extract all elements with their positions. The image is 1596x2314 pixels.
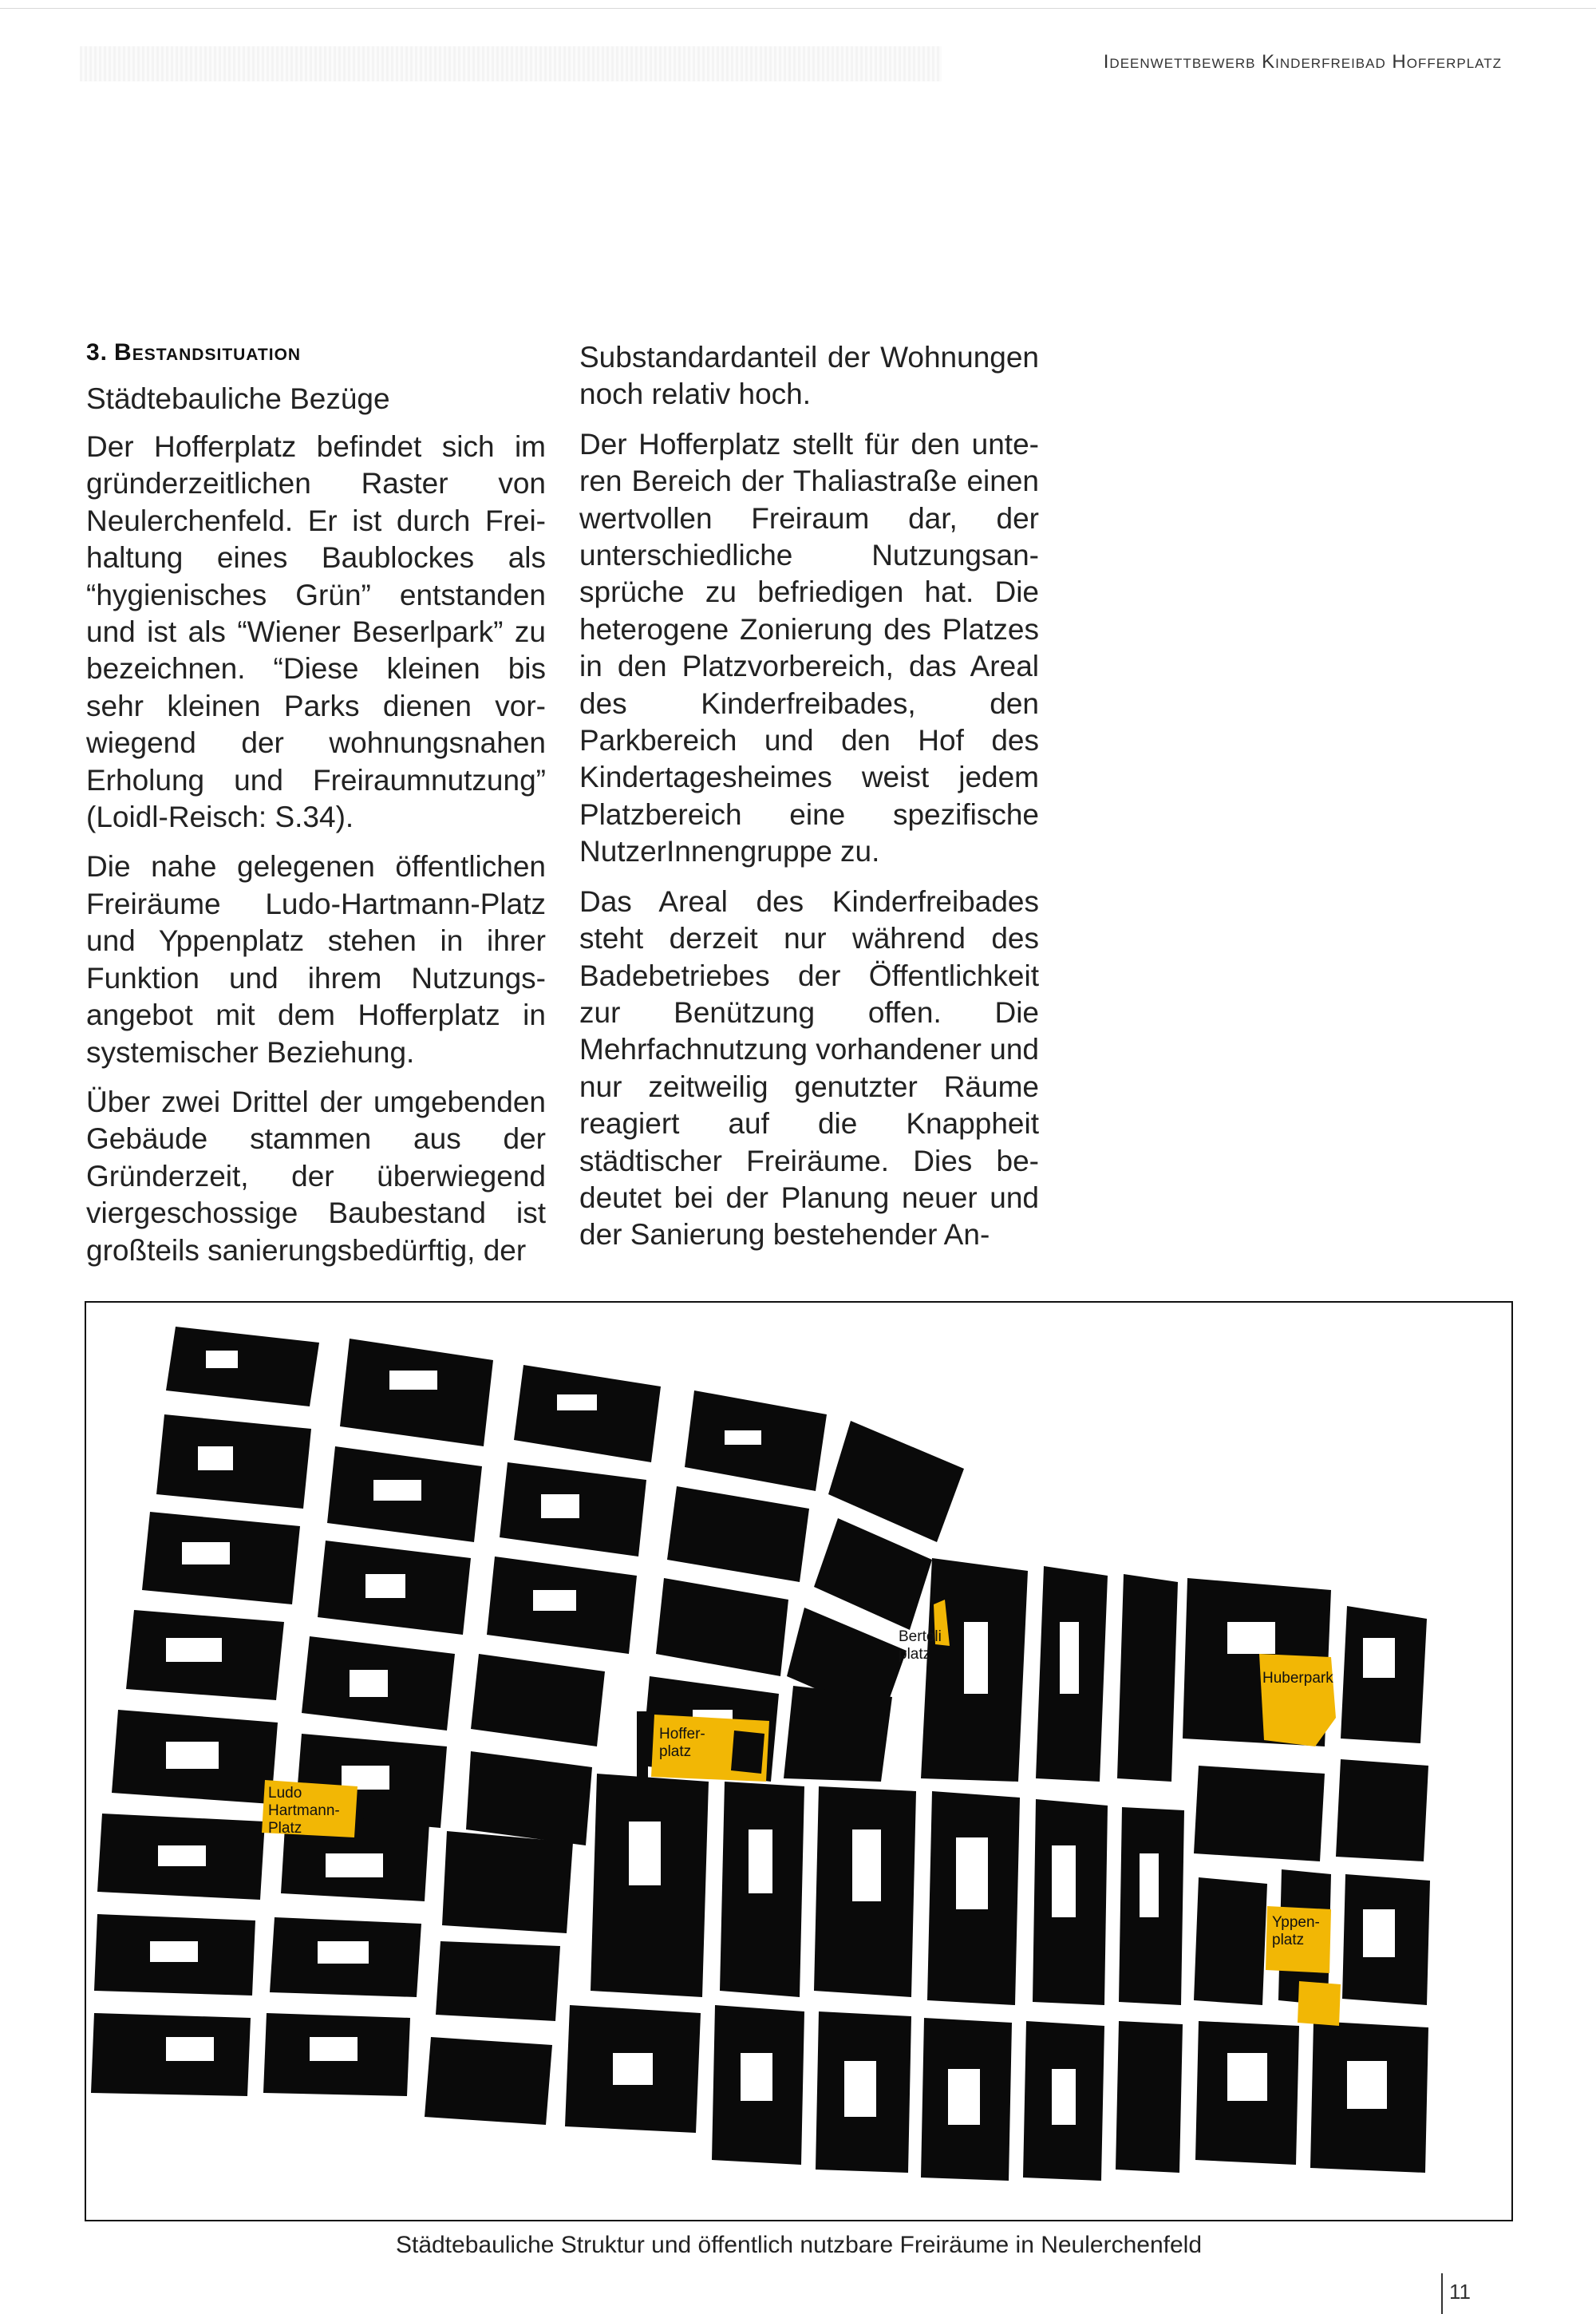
map-caption: Städtebauliche Struktur und öffentlich nutzbare Freiräume in Neulerchenfeld xyxy=(395,2232,1203,2258)
courtyard xyxy=(725,1430,761,1445)
building-block xyxy=(466,1751,592,1845)
building-block xyxy=(436,1941,560,2021)
courtyard xyxy=(198,1446,233,1470)
courtyard xyxy=(1140,1853,1159,1917)
label-bertoliplatz-line2: platz xyxy=(899,1646,931,1663)
building-block xyxy=(425,2037,552,2125)
label-yppenplatz xyxy=(1272,1914,1320,1949)
courtyard xyxy=(1347,2061,1387,2109)
paragraph-left-2: Die nahe gelegenen öffentlichen Freiräume Ludo-Hartmann-Platz und Yppenplatz stehen in ihrer Funktion und ihrem Nutzungsangebot mit dem Hofferplatz in systemischer Beziehung. xyxy=(86,850,546,1069)
building-block xyxy=(1194,1766,1325,1861)
building-block xyxy=(656,1578,788,1676)
courtyard xyxy=(948,2069,980,2125)
courtyard xyxy=(206,1351,238,1368)
courtyard xyxy=(1060,1622,1079,1694)
site-map xyxy=(85,1301,1513,2221)
building-block xyxy=(340,1339,493,1446)
label-hofferplatz xyxy=(659,1726,705,1761)
courtyard xyxy=(1052,1845,1076,1917)
site-map-graphic xyxy=(86,1303,1511,2220)
header-scan-band xyxy=(80,46,942,81)
building-block xyxy=(1194,1877,1267,2005)
label-ludo-line3: Platz xyxy=(268,1820,302,1837)
paragraph-right-2: Der Hofferplatz stellt für den unteren Bereich der Thaliastraße einen wertvollen Freiraum dar, der unterschiedliche Nutzungsansprüche zu befriedigen hat. Die heterogene Zonierung des Platzes in den Platzvorbereich, das Areal des Kinderfreibades, den Parkbereich und den Hof des Kindertagesheimes weist jedem Platzbereich eine spezifische NutzerInnengruppe zu. xyxy=(579,427,1039,868)
section-title: Bestandsituation xyxy=(114,339,302,366)
text-column-left xyxy=(86,339,546,1282)
section-heading xyxy=(86,339,546,366)
courtyard xyxy=(365,1574,405,1598)
courtyard xyxy=(852,1829,881,1901)
label-hofferplatz-line1: Hoffer- xyxy=(659,1726,705,1742)
label-hofferplatz-line2: platz xyxy=(659,1743,692,1760)
label-yppenplatz-line2: platz xyxy=(1272,1932,1305,1948)
section-number: 3. xyxy=(86,339,109,366)
header-rule xyxy=(0,8,1596,9)
courtyard xyxy=(350,1670,388,1697)
building-block xyxy=(784,1686,892,1782)
courtyard xyxy=(389,1371,437,1390)
courtyard xyxy=(741,2053,772,2101)
courtyard xyxy=(310,2037,358,2061)
yppenplatz-lower-area xyxy=(1298,1981,1341,2026)
courtyard xyxy=(158,1845,206,1866)
courtyard xyxy=(557,1394,597,1410)
building-block xyxy=(514,1365,661,1462)
building-block xyxy=(1336,1759,1428,1861)
courtyard xyxy=(1227,2053,1267,2101)
building-block xyxy=(442,1831,573,1933)
huberpark-area xyxy=(1259,1654,1336,1746)
building-block xyxy=(471,1654,605,1746)
building-block xyxy=(166,1327,319,1406)
paragraph-right-1: Substandardanteil der Wohnungen noch relativ hoch. xyxy=(579,341,1039,411)
label-huberpark: Huberpark xyxy=(1262,1670,1333,1687)
courtyard xyxy=(182,1542,230,1564)
courtyard xyxy=(844,2061,876,2117)
paragraph-left-3: Über zwei Drittel der umgebenden Gebäude stammen aus der Gründerzeit, der überwiegend viergeschossige Baubestand ist großteils sanierungsbedürftig, der xyxy=(86,1085,546,1267)
courtyard xyxy=(1363,1909,1395,1957)
label-bertoliplatz-line1: Bertoli xyxy=(899,1628,942,1645)
hofferplatz-building xyxy=(731,1731,764,1774)
courtyard xyxy=(629,1822,661,1885)
label-bertoliplatz xyxy=(899,1628,942,1663)
courtyard xyxy=(1227,1622,1275,1654)
page-number-rule xyxy=(1441,2273,1443,2314)
building-block xyxy=(814,1518,932,1630)
text-column-right xyxy=(579,339,1039,1267)
courtyard xyxy=(749,1829,772,1893)
courtyard xyxy=(166,1742,219,1769)
courtyard xyxy=(318,1941,369,1964)
courtyard xyxy=(1052,2069,1076,2125)
label-ludo-line2: Hartmann- xyxy=(268,1802,340,1819)
courtyard xyxy=(150,1941,198,1962)
label-ludo-line1: Ludo xyxy=(268,1785,302,1802)
running-head: Ideenwettbewerb Kinderfreibad Hofferplatz xyxy=(1103,51,1502,73)
courtyard xyxy=(166,1638,222,1662)
courtyard xyxy=(613,2053,653,2085)
label-ludo-hartmann-platz xyxy=(268,1785,340,1837)
courtyard xyxy=(964,1622,988,1694)
paragraph-right-3: Das Areal des Kinderfreibades steht derzeit nur während des Badebetriebes der Öffentlichkeit zur Benützung offen. Die Mehrfachnutzung vorhandener und nur zeitweilig genutzter Räume reagiert auf die Knappheit städtischer Freiräume. Dies bedeutet bei der Planung neuer und der Sanierung bestehender An- xyxy=(579,884,1039,1252)
courtyard xyxy=(1363,1638,1395,1678)
page-number: 11 xyxy=(1449,2280,1471,2304)
courtyard xyxy=(956,1837,988,1909)
label-yppenplatz-line1: Yppen- xyxy=(1272,1914,1320,1931)
paragraph-left-1: Der Hofferplatz befindet sich im gründerzeitlichen Raster von Neulerchenfeld. Er ist durch Freihaltung eines Baublockes als “hygienisches Grün” entstanden und ist als “Wiener Beserlpark” zu bezeichnen. “Diese kleinen bis sehr kleinen Parks dienen vorwiegend der wohnungsnahen Erholung und Freiraumnutzung” (Loidl-Reisch: S.34). xyxy=(86,430,546,834)
courtyard xyxy=(541,1494,579,1518)
courtyard xyxy=(166,2037,214,2061)
building-block xyxy=(1116,2021,1183,2173)
section-subtitle: Städtebauliche Bezüge xyxy=(86,382,390,415)
hofferplatz-marker xyxy=(637,1711,648,1778)
courtyard xyxy=(326,1853,383,1877)
building-block xyxy=(1117,1574,1178,1782)
building-block xyxy=(156,1414,311,1509)
building-block xyxy=(667,1486,809,1582)
courtyard xyxy=(533,1590,576,1611)
courtyard xyxy=(373,1480,421,1501)
